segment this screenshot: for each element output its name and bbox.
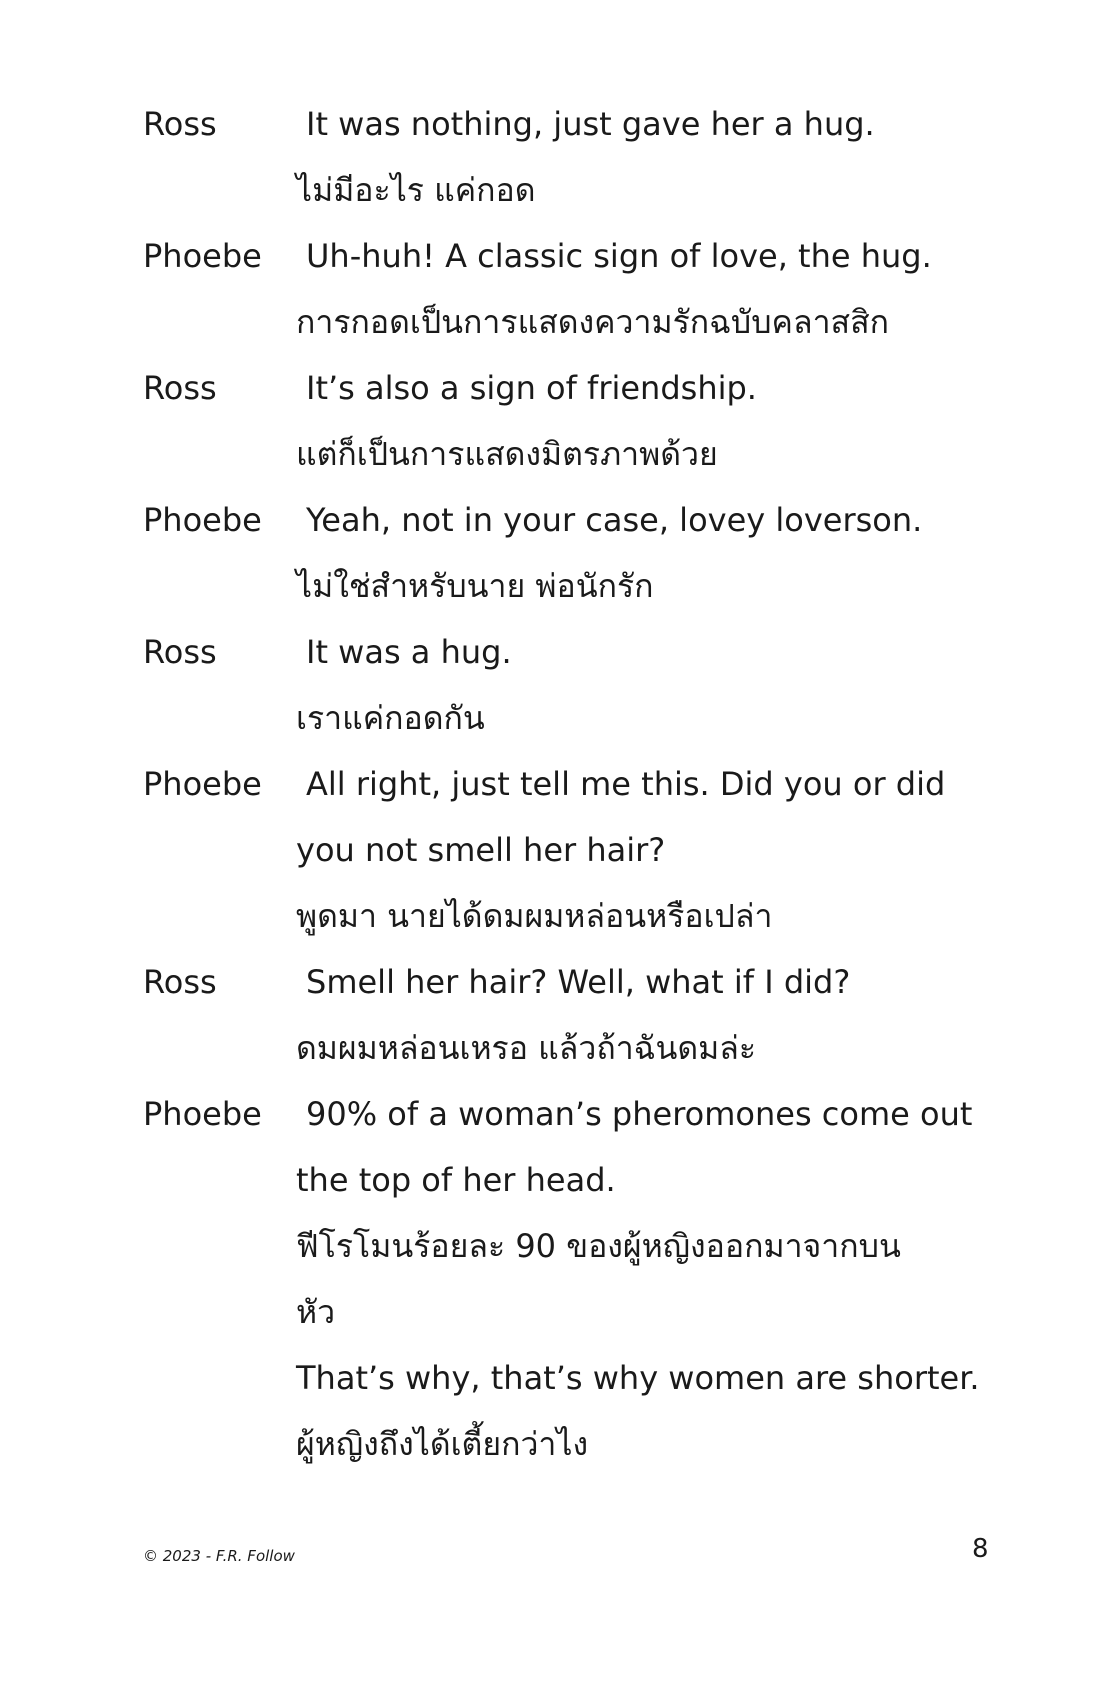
english-line: That’s why, that’s why women are shorter. — [296, 1359, 980, 1397]
english-line: It was a hug. — [306, 633, 512, 671]
thai-translation-line — [0, 1414, 1100, 1474]
thai-line: ไม่มีอะไร แค่กอด — [296, 171, 536, 209]
english-line: you not smell her hair? — [296, 831, 666, 869]
thai-translation-line — [0, 688, 1100, 748]
english-line: Yeah, not in your case, lovey loverson. — [306, 501, 923, 539]
thai-line: การกอดเป็นการแสดงความรักฉบับคลาสสิก — [296, 303, 889, 341]
thai-line: พูดมา นายได้ดมผมหล่อนหรือเปล่า — [296, 897, 773, 935]
dialogue-line — [0, 94, 1100, 154]
thai-translation-line — [0, 1018, 1100, 1078]
speaker-name: Ross — [143, 963, 217, 1001]
speaker-name: Phoebe — [143, 765, 262, 803]
dialogue-line-continuation — [0, 1150, 1100, 1210]
thai-line: ผู้หญิงถึงได้เตี้ยกว่าไง — [296, 1425, 589, 1463]
speaker-name: Ross — [143, 633, 217, 671]
thai-line: แต่ก็เป็นการแสดงมิตรภาพด้วย — [296, 435, 718, 473]
speaker-name: Ross — [143, 105, 217, 143]
thai-translation-line — [0, 292, 1100, 352]
thai-translation-line — [0, 1282, 1100, 1342]
english-line: It was nothing, just gave her a hug. — [306, 105, 875, 143]
speaker-name: Ross — [143, 369, 217, 407]
english-line: Uh-huh! A classic sign of love, the hug. — [306, 237, 932, 275]
dialogue-line-continuation — [0, 1348, 1100, 1408]
thai-line: เราแค่กอดกัน — [296, 699, 485, 737]
english-line: Smell her hair? Well, what if I did? — [306, 963, 851, 1001]
dialogue-line — [0, 754, 1100, 814]
thai-translation-line — [0, 160, 1100, 220]
dialogue-line — [0, 952, 1100, 1012]
thai-line: หัว — [296, 1293, 336, 1331]
dialogue-line — [0, 490, 1100, 550]
english-line: the top of her head. — [296, 1161, 616, 1199]
thai-line: ดมผมหล่อนเหรอ แล้วถ้าฉันดมล่ะ — [296, 1029, 757, 1067]
english-line: It’s also a sign of friendship. — [306, 369, 757, 407]
thai-translation-line — [0, 424, 1100, 484]
thai-translation-line — [0, 556, 1100, 616]
thai-line: ฟีโรโมนร้อยละ 90 ของผู้หญิงออกมาจากบน — [296, 1227, 901, 1265]
english-line: 90% of a woman’s pheromones come out — [306, 1095, 973, 1133]
speaker-name: Phoebe — [143, 1095, 262, 1133]
thai-translation-line — [0, 1216, 1100, 1276]
dialogue-line — [0, 226, 1100, 286]
thai-translation-line — [0, 886, 1100, 946]
dialogue-line-continuation — [0, 820, 1100, 880]
english-line: All right, just tell me this. Did you or did — [306, 765, 946, 803]
speaker-name: Phoebe — [143, 237, 262, 275]
copyright-notice: © 2023 - F.R. Follow — [143, 1547, 295, 1565]
thai-line: ไม่ใช่สำหรับนาย พ่อนักรัก — [296, 567, 654, 605]
dialogue-line — [0, 622, 1100, 682]
dialogue-line — [0, 358, 1100, 418]
dialogue-line — [0, 1084, 1100, 1144]
speaker-name: Phoebe — [143, 501, 262, 539]
page-number: 8 — [972, 1534, 989, 1564]
